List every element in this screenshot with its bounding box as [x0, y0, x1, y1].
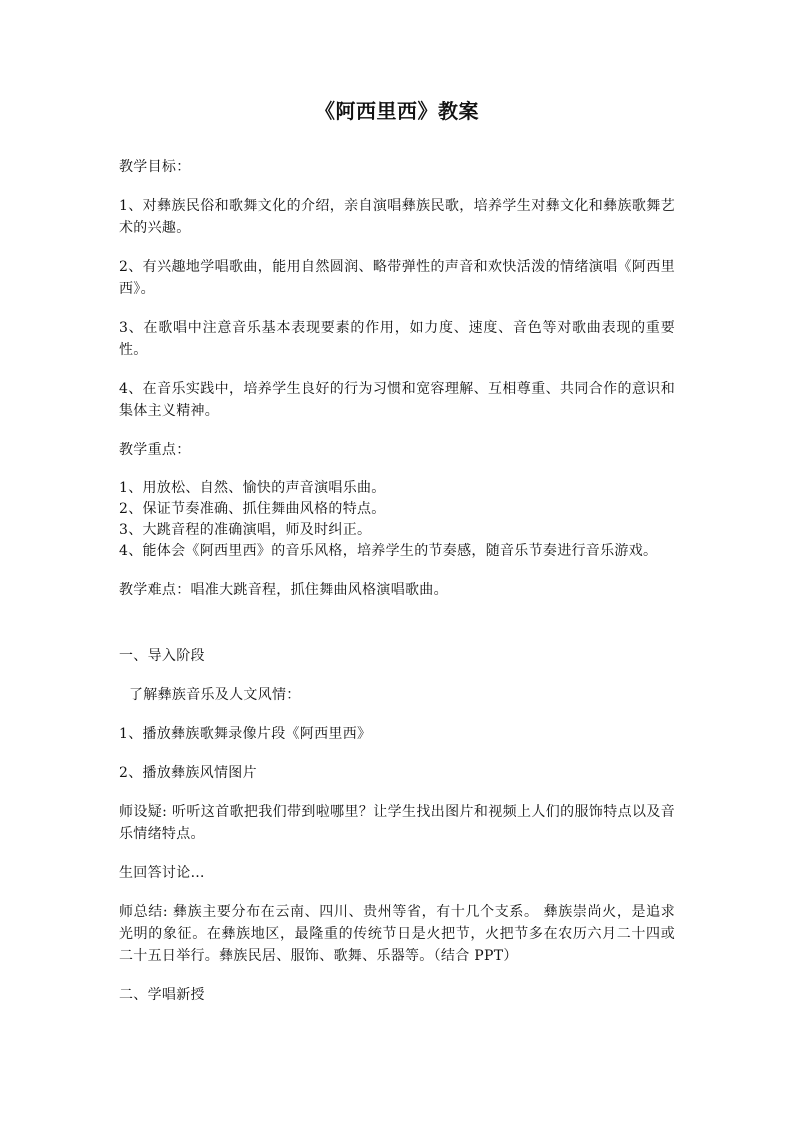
key-point-item: 3、大跳音程的准确演唱，师及时纠正。 [119, 522, 372, 538]
section1-step: 1、播放彝族歌舞录像片段《阿西里西》 [119, 726, 372, 742]
teacher-summary: 师总结: 彝族主要分布在云南、四川、贵州等省，有十几个支系。 彝族崇尚火，是追求光明的象征。在彝族地区，最隆重的传统节日是火把节，火把节多在农历六月二十四或二十五日举行。彝族民居、服饰、歌舞、乐器等。（结合 PPT） [119, 904, 675, 964]
key-points-list [119, 478, 675, 562]
document-title: 《阿西里西》教案 [315, 99, 479, 123]
objective-item: 4、在音乐实践中，培养学生良好的行为习惯和宽容理解、互相尊重、共同合作的意识和集体主义精神。 [119, 381, 675, 419]
objective-item: 3、在歌唱中注意音乐基本表现要素的作用，如力度、速度、音色等对歌曲表现的重要性。 [119, 320, 675, 358]
section1-step: 2、播放彝族风情图片 [119, 765, 257, 781]
key-point-item: 4、能体会《阿西里西》的音乐风格，培养学生的节奏感，随音乐节奏进行音乐游戏。 [119, 543, 658, 559]
section1-intro: 了解彝族音乐及人文风情： [129, 687, 301, 703]
key-point-item: 1、用放松、自然、愉快的声音演唱乐曲。 [119, 480, 386, 496]
section1-heading: 一、导入阶段 [119, 648, 205, 664]
objective-item: 1、对彝族民俗和歌舞文化的介绍，亲自演唱彝族民歌，培养学生对彝文化和彝族歌舞艺术的兴趣。 [119, 198, 675, 236]
document-body [119, 96, 675, 1006]
teacher-question: 师设疑: 听听这首歌把我们带到啦哪里？让学生找出图片和视频上人们的服饰特点以及音乐情绪特点。 [119, 804, 675, 842]
objective-item: 2、有兴趣地学唱歌曲，能用自然圆润、略带弹性的声音和欢快活泼的情绪演唱《阿西里西》。 [119, 259, 675, 297]
objectives-heading: 教学目标： [119, 159, 191, 175]
key-point-item: 2、保证节奏准确、抓住舞曲风格的特点。 [119, 501, 386, 517]
section2-heading: 二、学唱新授 [119, 987, 205, 1003]
difficulty-paragraph: 教学难点：唱准大跳音程，抓住舞曲风格演唱歌曲。 [119, 582, 448, 598]
spacer [119, 601, 675, 645]
student-discussion: 生回答讨论… [119, 865, 205, 881]
key-points-heading: 教学重点： [119, 442, 191, 458]
